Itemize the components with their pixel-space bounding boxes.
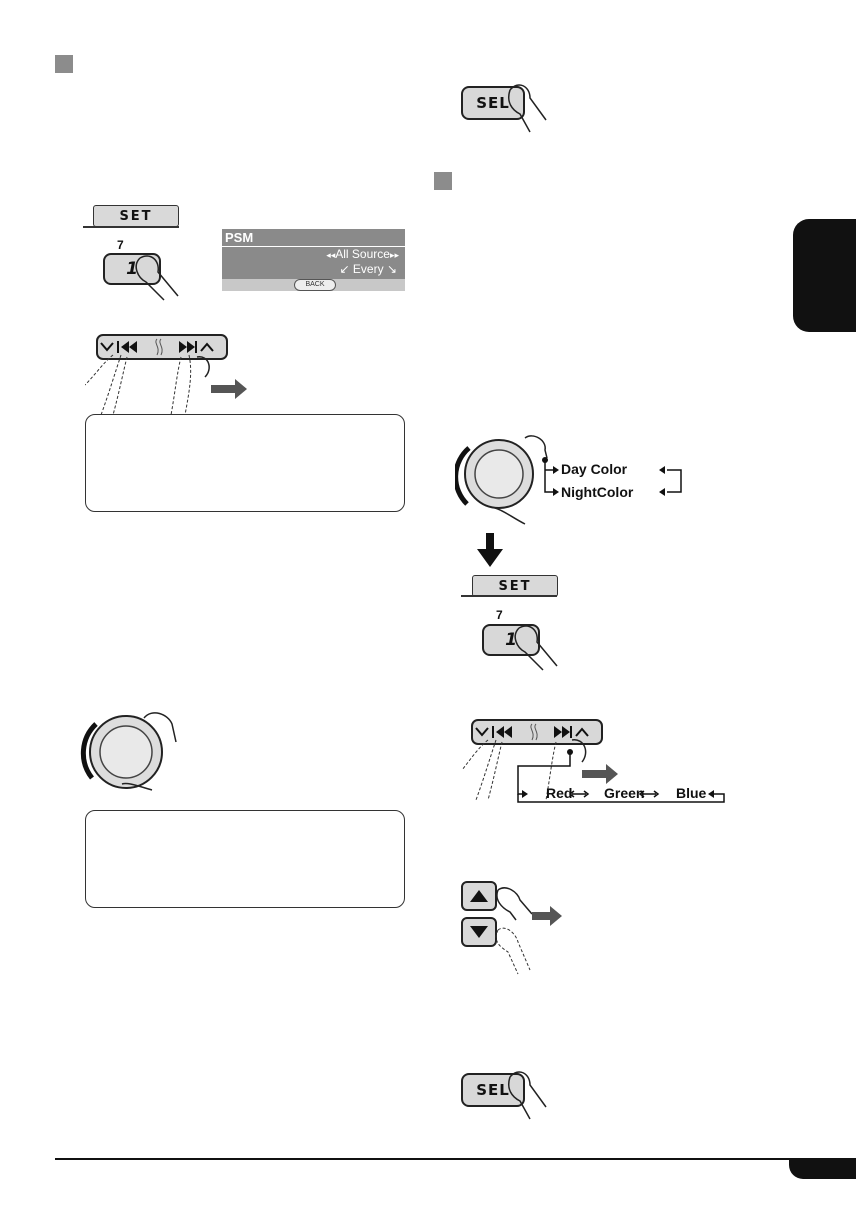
sel-button-bottom-label: SEL bbox=[476, 1081, 510, 1099]
set-underline bbox=[461, 595, 557, 597]
set-button-label: SET bbox=[119, 208, 153, 224]
psm-row1: ◂◂All Source▸▸ bbox=[326, 247, 399, 261]
preset-superscript: 7 bbox=[496, 608, 503, 622]
sel-button-top-label: SEL bbox=[476, 94, 510, 112]
seek-rocker-button[interactable] bbox=[85, 333, 255, 423]
preset-superscript: 7 bbox=[117, 238, 124, 252]
day-color-label: Day Color bbox=[561, 461, 628, 477]
set-button[interactable] bbox=[93, 205, 179, 227]
footer-rule bbox=[55, 1158, 856, 1160]
section-marker-left bbox=[55, 55, 73, 73]
blue-label: Blue bbox=[676, 785, 707, 801]
finger-press-icon bbox=[509, 622, 569, 672]
finger-press-icon bbox=[506, 80, 552, 136]
psm-display bbox=[222, 229, 405, 291]
preset-1-label: 1 bbox=[126, 259, 138, 279]
set-button[interactable] bbox=[472, 575, 558, 597]
control-dial-icon[interactable] bbox=[78, 708, 188, 800]
green-label: Green bbox=[604, 785, 645, 801]
psm-title: PSM bbox=[225, 230, 254, 245]
page-number-tab bbox=[789, 1158, 856, 1179]
red-label: Red bbox=[546, 785, 573, 801]
night-color-label: NightColor bbox=[561, 484, 634, 500]
language-tab bbox=[793, 219, 856, 332]
finger-press-icon bbox=[130, 252, 190, 302]
set-button-label-right: SET bbox=[498, 578, 532, 594]
up-down-buttons[interactable] bbox=[458, 878, 568, 976]
color-dial-diagram bbox=[455, 428, 695, 532]
note-box-1 bbox=[85, 414, 405, 512]
preset-1-label-right: 1 bbox=[505, 630, 517, 650]
note-box-2 bbox=[85, 810, 405, 908]
seek-rocker-button[interactable] bbox=[462, 718, 732, 818]
set-underline bbox=[83, 226, 179, 228]
back-label: BACK bbox=[294, 279, 336, 291]
section-marker-right bbox=[434, 172, 452, 190]
down-arrow-icon bbox=[475, 533, 505, 569]
psm-row2: ↙ Every ↘ bbox=[339, 262, 397, 276]
finger-press-icon bbox=[506, 1067, 552, 1123]
